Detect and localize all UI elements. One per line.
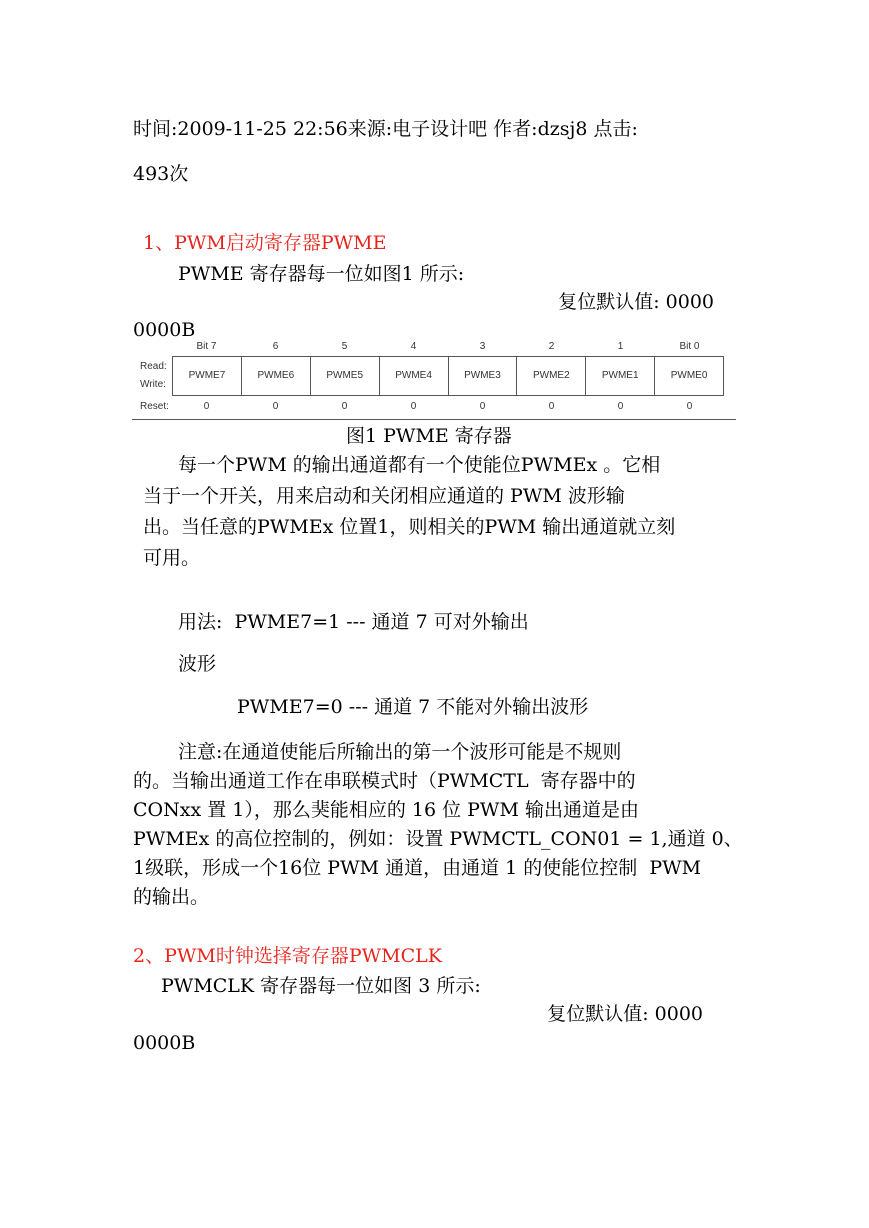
register-field: PWME7 [173,357,242,395]
paragraph1-line: 当于一个开关，用来启动和关闭相应通道的 PWM 波形输 [143,485,625,507]
bit-label: Bit 7 [196,341,217,352]
figure-divider [132,419,736,420]
reset-value: 0 [686,401,693,412]
bit-label: Bit 0 [679,341,700,352]
note-line: CONxx 置 1），那么猆能相应的 16 位 PWM 输出通道是由 [133,799,639,821]
register-field: PWME4 [380,357,449,395]
header-line-1: 时间:2009-11-25 22:56来源:电子设计吧 作者:dzsj8 点击: [133,118,638,140]
usage-line-1: 用法: PWME7=1 --- 通道 7 可对外输出 [178,611,529,633]
bit-label: 3 [479,341,486,352]
header-line-2: 493次 [133,163,189,185]
register-reset-values [172,400,724,414]
paragraph1-line: 每一个PWM 的输出通道都有一个使能位PWMEx 。它相 [178,454,661,476]
note-line: 的输出。 [133,886,210,908]
write-label: Write: [140,379,166,390]
section1-reset-default-cont: 0000B [133,319,196,341]
usage-line-3: PWME7=0 --- 通道 7 不能对外输出波形 [237,696,589,718]
section2-reset-default: 复位默认值: 0000 [547,1003,703,1025]
note-line: 的。当输出通道工作在串联模式时（PWMCTL 寄存器中的 [133,770,636,792]
section2-reset-default-cont: 0000B [133,1032,196,1054]
register-figure-pwme [140,340,725,415]
register-field: PWME0 [670,370,708,381]
bit-label: 5 [341,341,348,352]
read-label: Read: [140,361,167,372]
register-field: PWME5 [311,357,380,395]
bit-label: 4 [410,341,417,352]
reset-value: 0 [272,401,279,412]
section1-reset-default: 复位默认值: 0000 [558,291,714,313]
register-field: PWME3 [449,357,518,395]
reset-value: 0 [203,401,210,412]
paragraph1-line: 出。当任意的PWMEx 位置1，则相关的PWM 输出通道就立刻 [143,516,676,538]
usage-line-2: 波形 [178,653,217,675]
reset-value: 0 [341,401,348,412]
paragraph1-line: 可用。 [143,547,201,569]
reset-value: 0 [617,401,624,412]
register-bit-labels [172,340,724,354]
section1-title: 1、PWM启动寄存器PWME [143,232,387,254]
register-field: PWME1 [586,357,655,395]
reset-value: 0 [548,401,555,412]
register-fields [172,356,724,396]
register-field: PWME6 [242,357,311,395]
section1-intro: PWME 寄存器每一位如图1 所示: [178,263,465,285]
register-field: PWME2 [517,357,586,395]
bit-label: 2 [548,341,555,352]
reset-value: 0 [479,401,486,412]
reset-label: Reset: [140,401,169,412]
note-line: PWMEx 的高位控制的，例如：设置 PWMCTL_CON01 = 1,通道 0、 [133,828,743,850]
note-line: 1级联，形成一个16位 PWM 通道，由通道 1 的使能位控制 PWM [133,857,702,879]
bit-label: 1 [617,341,624,352]
note-line: 注意:在通道使能后所输出的第一个波形可能是不规则 [178,741,622,763]
section2-title: 2、PWM时钟选择寄存器PWMCLK [133,945,442,967]
reset-value: 0 [410,401,417,412]
section2-intro: PWMCLK 寄存器每一位如图 3 所示: [161,975,481,997]
bit-label: 6 [272,341,279,352]
figure-caption: 图1 PWME 寄存器 [346,425,512,447]
